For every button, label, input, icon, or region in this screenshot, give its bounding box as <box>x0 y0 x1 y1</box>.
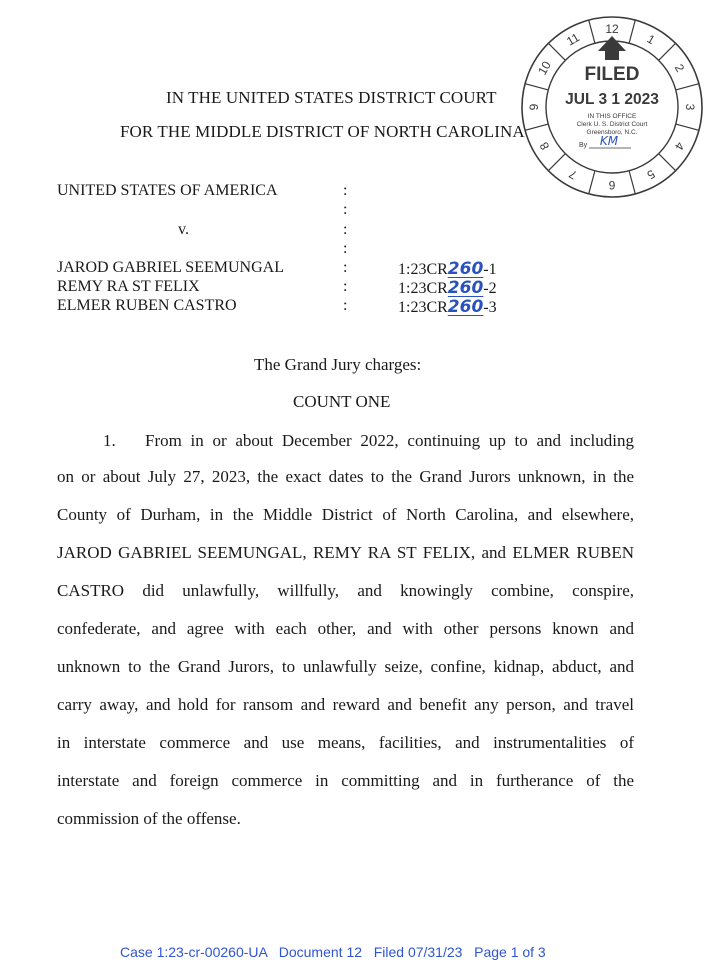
caption-colon: : <box>343 297 348 314</box>
stamp-dial-tick <box>659 154 676 171</box>
defendant-name: REMY RA ST FELIX <box>57 278 200 295</box>
stamp-dial-tick <box>589 171 595 194</box>
stamp-dial-number: 12 <box>605 22 619 36</box>
paragraph-line: County of Durham, in the Middle District of North Carolina, and elsewhere, <box>57 505 634 524</box>
paragraph-line: unknown to the Grand Jurors, to unlawfully seize, confine, kidnap, abduct, and <box>57 657 634 676</box>
stamp-dial-number: 9 <box>527 103 541 111</box>
stamp-office-line: Clerk U. S. District Court <box>576 121 648 128</box>
paragraph-line: JAROD GABRIEL SEEMUNGAL, REMY RA ST FELIX, and ELMER RUBEN <box>57 543 634 562</box>
stamp-dial-number: 10 <box>535 58 554 78</box>
stamp-dial-tick <box>548 43 565 60</box>
caption-colon: : <box>343 221 348 238</box>
handwritten-case-number: 260 <box>447 259 484 279</box>
filed-stamp <box>519 14 705 200</box>
paragraph-number: 1. <box>103 431 116 450</box>
paragraph-line: commission of the offense. <box>57 809 241 828</box>
stamp-dial-tick <box>548 154 565 171</box>
case-number: 1:23CR260-3 <box>398 297 497 317</box>
stamp-dial-number: 4 <box>671 139 688 153</box>
court-title-line-1: IN THE UNITED STATES DISTRICT COURT <box>166 88 497 107</box>
paragraph-line: confederate, and agree with each other, and with other persons known and <box>57 619 634 638</box>
paragraph-line: carry away, and hold for ransom and reward and benefit any person, and travel <box>57 695 634 714</box>
versus-label: v. <box>178 221 189 238</box>
case-number: 1:23CR260-1 <box>398 259 497 279</box>
stamp-dial-tick <box>525 124 548 130</box>
stamp-dial-number: 2 <box>671 61 688 75</box>
handwritten-case-number: 260 <box>447 278 484 298</box>
caption-colon: : <box>343 259 348 276</box>
stamp-dial-number: 11 <box>564 30 582 49</box>
stamp-dial-tick <box>525 84 548 90</box>
case-footer: Case 1:23-cr-00260-UA Document 12 Filed 07/31/23 Page 1 of 3 <box>120 944 546 960</box>
caption-colon: : <box>343 182 348 199</box>
stamp-by-label: By <box>579 142 588 149</box>
charges-intro: The Grand Jury charges: <box>254 355 422 374</box>
stamp-dial-tick <box>676 84 699 90</box>
stamp-dial-number: 5 <box>644 166 658 183</box>
stamp-dial-tick <box>676 124 699 130</box>
caption-colon: : <box>343 278 348 295</box>
stamp-dial-tick <box>659 43 676 60</box>
stamp-dial-tick <box>629 20 635 43</box>
stamp-dial-number: 3 <box>683 103 697 111</box>
stamp-dial-number: 7 <box>566 166 580 183</box>
stamp-dial-number: 6 <box>608 178 616 192</box>
paragraph-line: From in or about December 2022, continuing up to and including <box>145 431 634 450</box>
stamp-dial-number: 1 <box>644 31 658 48</box>
arrow-up-icon <box>598 36 626 60</box>
stamp-dial-number: 8 <box>536 139 553 153</box>
defendant-name: JAROD GABRIEL SEEMUNGAL <box>57 259 284 276</box>
court-title-line-2: FOR THE MIDDLE DISTRICT OF NORTH CAROLINA <box>120 122 525 141</box>
caption-colon: : <box>343 240 348 257</box>
stamp-office-line: IN THIS OFFICE <box>587 113 637 120</box>
case-number: 1:23CR260-2 <box>398 278 497 298</box>
caption-colon: : <box>343 201 348 218</box>
paragraph-line: interstate and foreign commerce in committing and in furtherance of the <box>57 771 634 790</box>
stamp-clerk-initials: KM <box>599 134 619 148</box>
stamp-filed-label: FILED <box>584 64 640 85</box>
paragraph-line: on or about July 27, 2023, the exact dates to the Grand Jurors unknown, in the <box>57 467 634 486</box>
paragraph-line: in interstate commerce and use means, facilities, and instrumentalities of <box>57 733 634 752</box>
stamp-office-line: Greensboro, N.C. <box>586 129 638 136</box>
stamp-date: JUL 3 1 2023 <box>565 91 659 108</box>
plaintiff-name: UNITED STATES OF AMERICA <box>57 182 278 199</box>
count-heading: COUNT ONE <box>293 392 391 411</box>
stamp-dial-tick <box>629 171 635 194</box>
defendant-name: ELMER RUBEN CASTRO <box>57 297 237 314</box>
stamp-dial-tick <box>589 20 595 43</box>
handwritten-case-number: 260 <box>447 297 484 317</box>
paragraph-line: CASTRO did unlawfully, willfully, and knowingly combine, conspire, <box>57 581 634 600</box>
